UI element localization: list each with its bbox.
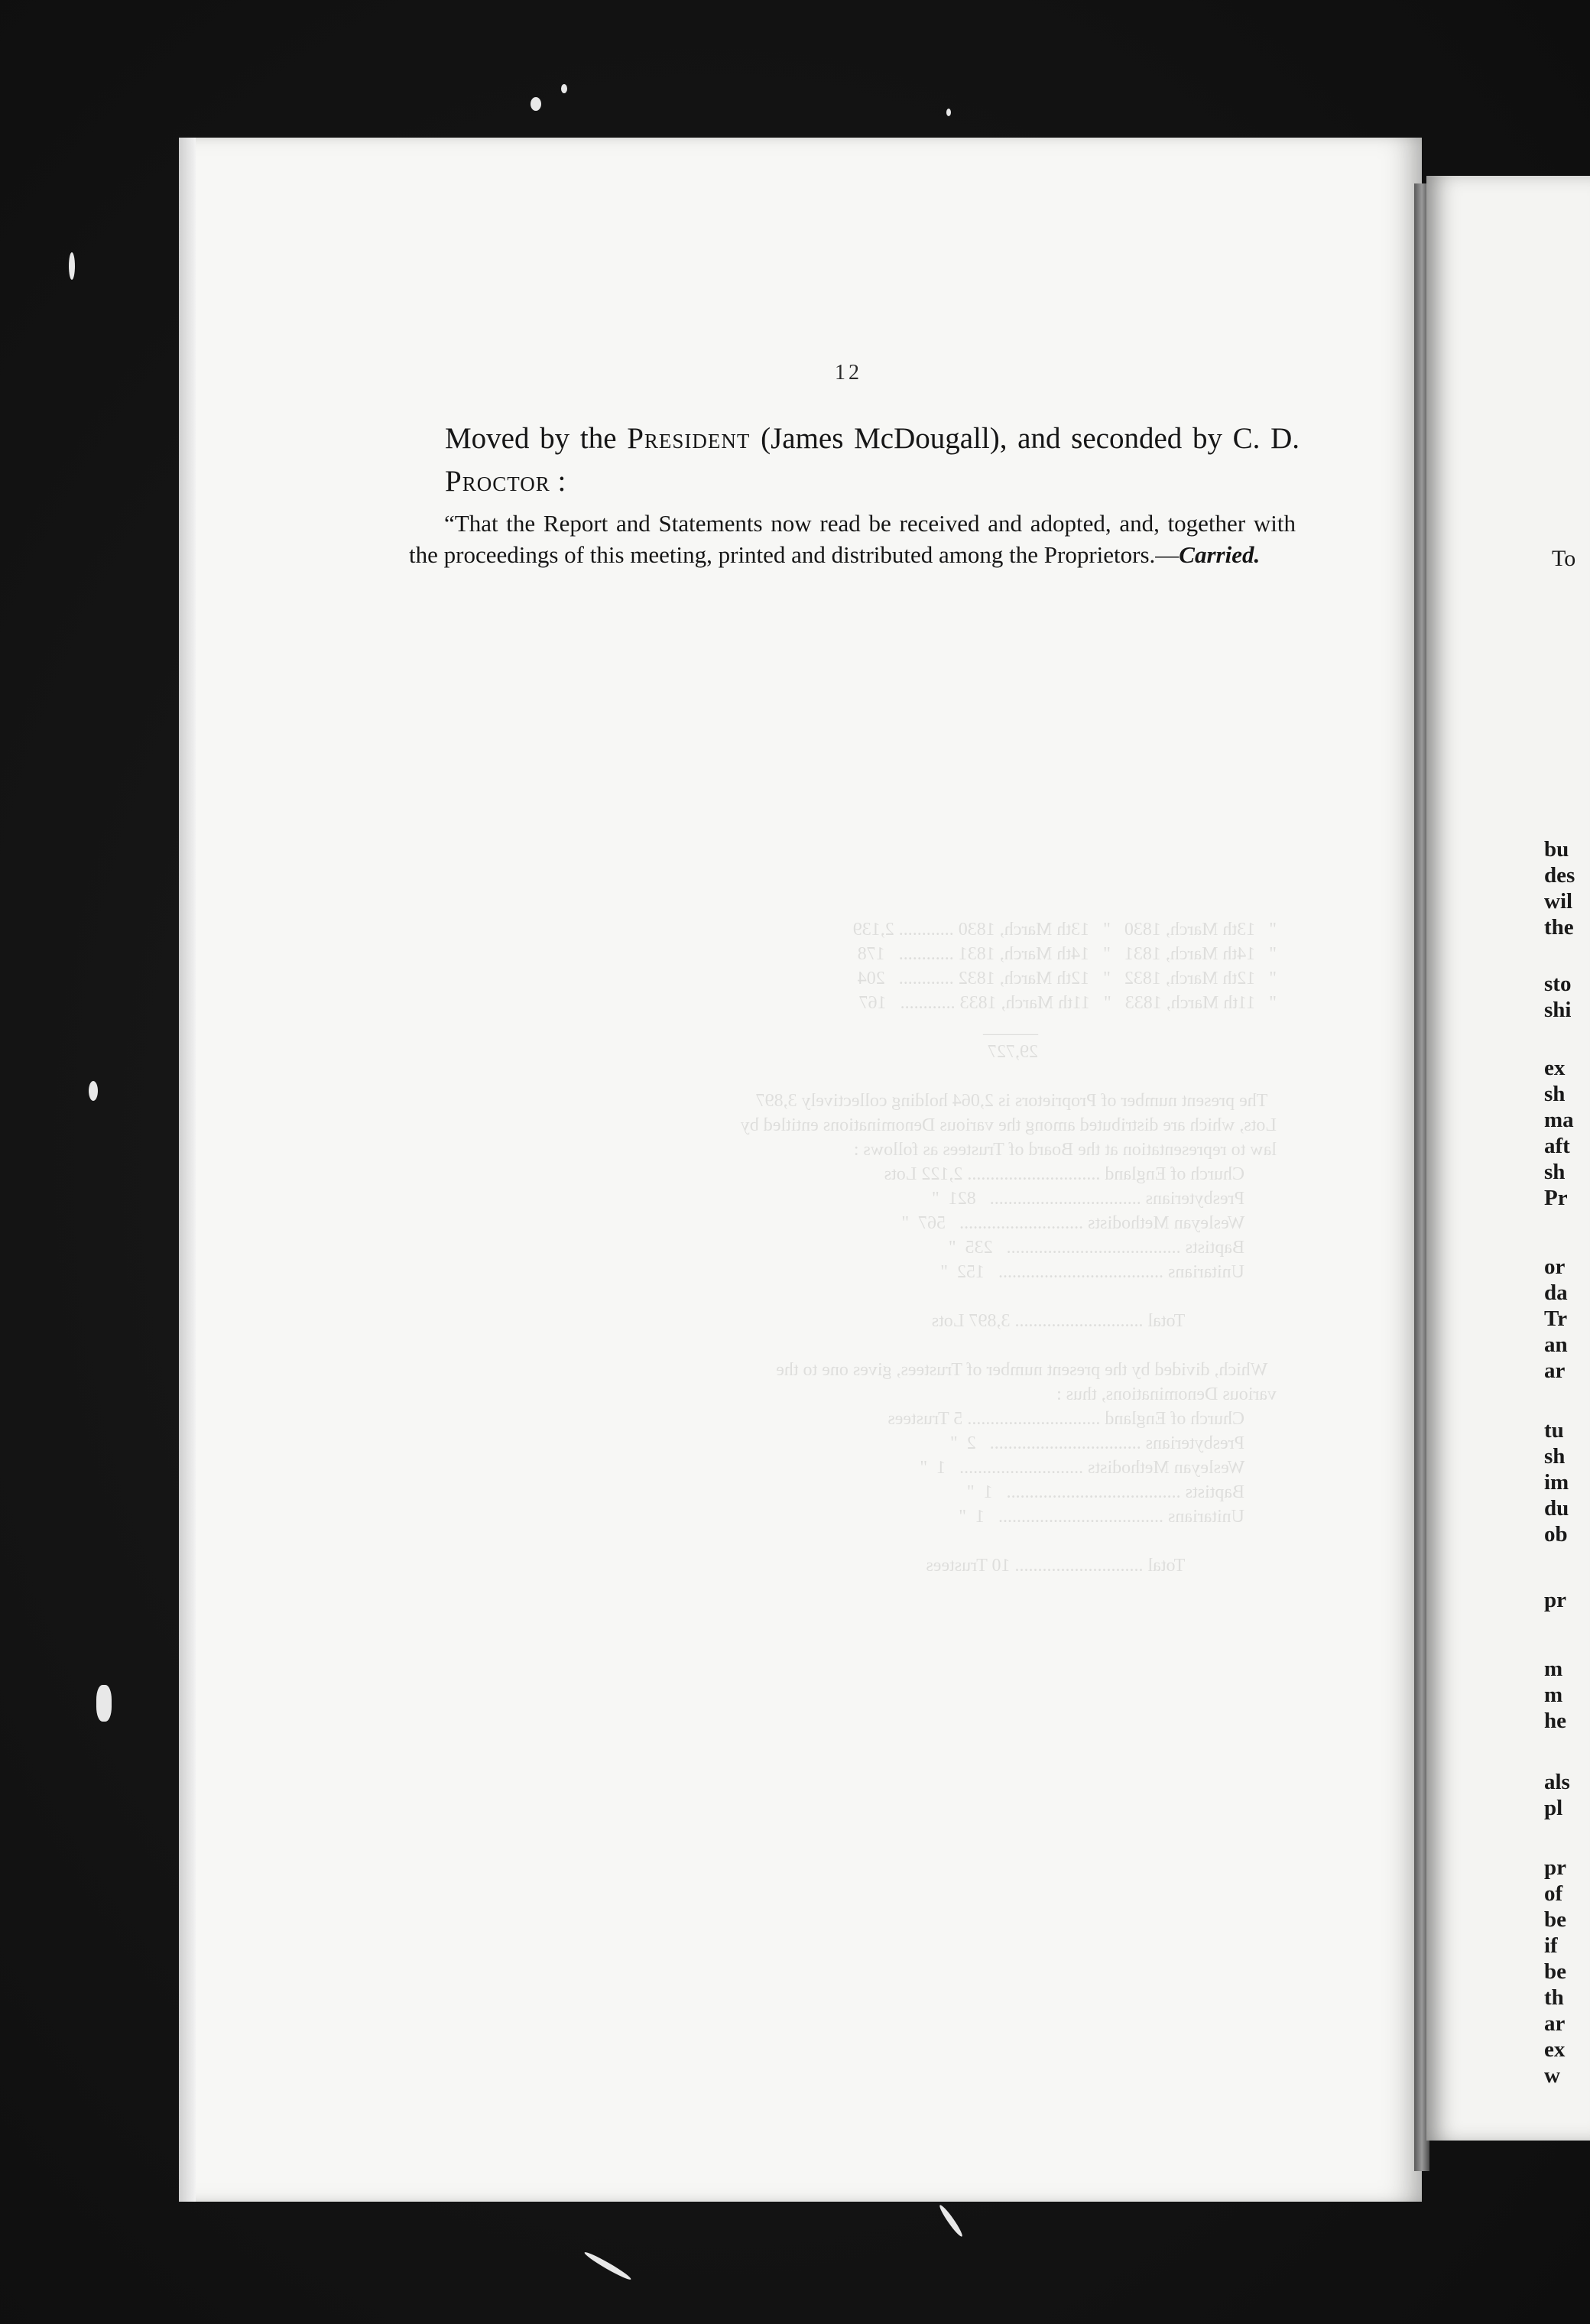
right-page-heading-fragment: To <box>1552 546 1576 571</box>
right-page-fragment-line: Pr <box>1544 1186 1568 1210</box>
right-page-fragment-line: des <box>1544 863 1575 888</box>
right-page-fragment-line: m <box>1544 1657 1563 1681</box>
right-page-fragment-line: tu <box>1544 1418 1564 1443</box>
dust-speck <box>89 1081 98 1101</box>
right-page-fragment-line: pr <box>1544 1588 1566 1612</box>
dust-speck <box>531 97 541 111</box>
motion-middle: (James McDougall), and seconded by <box>761 422 1222 455</box>
right-page-fragment-line: Tr <box>1544 1306 1568 1331</box>
right-page-fragment <box>1426 176 1590 2141</box>
right-page-fragment-line: ob <box>1544 1522 1568 1547</box>
right-page-fragment-line: wil <box>1544 889 1573 914</box>
right-page-fragment-line: aft <box>1544 1134 1570 1158</box>
right-page-fragment-line: ex <box>1544 1056 1566 1080</box>
dust-speck <box>561 84 567 93</box>
right-page-fragment-line: of <box>1544 1881 1563 1906</box>
seconder-surname: Proctor <box>445 465 550 498</box>
right-page-fragment-line: pl <box>1544 1796 1563 1820</box>
right-page-fragment-line: shi <box>1544 998 1572 1022</box>
right-page-fragment-line: da <box>1544 1280 1568 1305</box>
right-page-fragment-line: ma <box>1544 1108 1574 1132</box>
resolution-text: “That the Report and Statements now read be received and adopted, and, together with the proceedings of this meeting, printed and distributed among the Proprietors.— <box>409 510 1296 568</box>
right-page-fragment-line: be <box>1544 1959 1566 1984</box>
dust-speck <box>946 109 951 116</box>
right-page-fragment-line: sh <box>1544 1444 1566 1469</box>
president-title: President <box>627 422 751 455</box>
right-page-fragment-line: ar <box>1544 1358 1566 1383</box>
right-page-fragment-line: m <box>1544 1683 1563 1707</box>
motion-prefix: Moved by the <box>445 422 617 455</box>
right-page-fragment-line: sto <box>1544 972 1572 996</box>
page-number: 12 <box>835 361 862 385</box>
bleed-through-text: " 13th March, 1830 " 13th March, 1830 ............ 2,139 " 14th March, 1831 " 14th March, 1831 ............ 178 " 12th March, 1832 " 12th March, 1832 ............ 204 " 11th March, 1833 " 11th March, 1833 ............ 167 ______ 29,727 The present number of Proprietors is 2,064 holding collectively 3,897 Lots, which are distributed among the various Denominations entitled by law to representation at the Board of Trustees as follows : Church of England ............................. 2,122 Lots Presbyterians ................................. 821 " Wesleyan Methodists ........................... 567 " Baptists ...................................... 235 " Unitarians .................................... 152 " Total ............................ 3,897 Lots Which, divided by the present number of Trustees, gives one to the various Denominations, thus : Church of England ............................. 5 Trustees Presbyterians ................................. 2 " Wesleyan Methodists ........................... 1 " Baptists ...................................... 1 " Unitarians .................................... 1 " Total ............................ 10 Trustees <box>740 920 1277 1576</box>
right-page-fragment-line: als <box>1544 1770 1570 1794</box>
right-page-fragment-line: ar <box>1544 2011 1566 2036</box>
right-page-fragment-line: bu <box>1544 837 1569 862</box>
right-page-fragment-line: th <box>1544 1985 1564 2010</box>
right-page-fragment-line: if <box>1544 1933 1558 1958</box>
right-page-fragment-line: the <box>1544 915 1574 940</box>
seconder-initials: C. D. <box>1232 422 1300 455</box>
right-page-fragment-line: be <box>1544 1907 1566 1932</box>
right-page-fragment-line: pr <box>1544 1855 1566 1880</box>
motion-paragraph <box>445 417 1300 503</box>
right-page-fragment-line: or <box>1544 1255 1566 1279</box>
resolution-outcome: Carried. <box>1179 541 1261 568</box>
dust-speck <box>96 1685 112 1722</box>
right-page-fragment-line: he <box>1544 1709 1566 1733</box>
right-page-fragment-line: sh <box>1544 1082 1566 1106</box>
resolution-block <box>409 508 1296 570</box>
motion-suffix: : <box>557 465 566 498</box>
right-page-fragment-line: du <box>1544 1496 1569 1521</box>
right-page-fragment-line: im <box>1544 1470 1569 1495</box>
dust-speck <box>69 252 75 280</box>
right-page-fragment-line: ex <box>1544 2037 1566 2062</box>
right-page-fragment-line: an <box>1544 1332 1568 1357</box>
right-page-fragment-line: w <box>1544 2063 1560 2088</box>
right-page-fragment-line: sh <box>1544 1160 1566 1184</box>
